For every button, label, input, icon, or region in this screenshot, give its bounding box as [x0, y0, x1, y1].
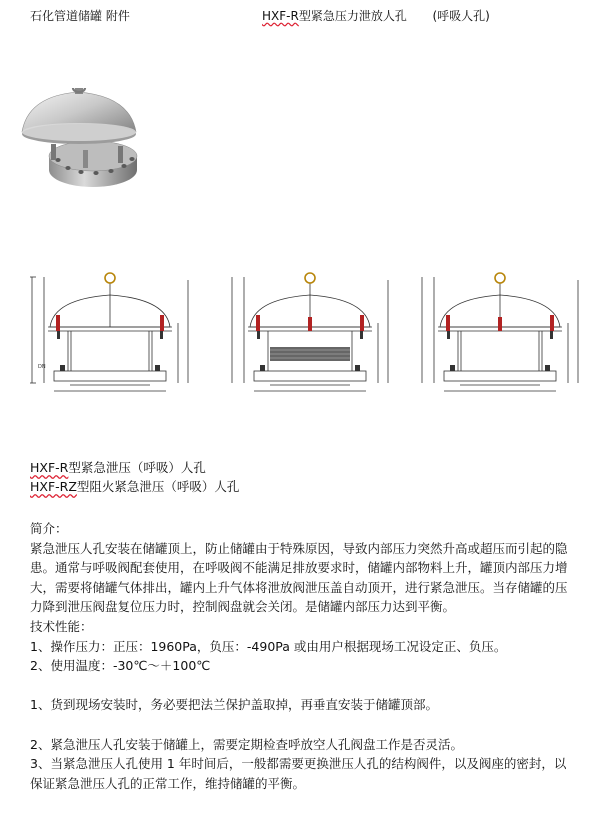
header-title-text: 型紧急压力泄放人孔: [298, 9, 407, 23]
header-subtitle: (呼吸人孔): [432, 9, 490, 23]
drawing-variant: [420, 265, 580, 400]
model-item: [30, 458, 239, 477]
intro-paragraph: 紧急泄压人孔安装在储罐顶上，防止储罐由于特殊原因，导致内部压力突然升高或超压而引起的隐患。通常与呼吸阀配套使用，在呼吸阀不能满足排放要求时，储罐内部物料上升，罐顶内部压力增大，需要将储罐气体排出，罐内上升气体将泄放阀泄压盖自动顶开，进行紧急泄压。当存储罐的压力降到泄压阀盘复位压力时，控制阀盘就会关闭。是储罐内部压力达到平衡。: [30, 540, 568, 615]
drawing-dn-label: DN: [38, 364, 46, 370]
header-title: [262, 8, 490, 24]
model-code: HXF-R: [30, 460, 69, 475]
model-code: HXF-RZ: [30, 479, 77, 494]
model-text: 型阻火紧急泄压（呼吸）人孔: [76, 479, 240, 494]
note-item: 2、紧急泄压人孔安装于储罐上，需要定期检查呼放空人孔阀盘工作是否灵活。: [30, 736, 463, 752]
performance-item: 2、使用温度：-30℃～＋100℃: [30, 658, 211, 674]
description: [30, 519, 578, 793]
note-item: 3、当紧急泄压人孔使用 1 年时间后，一般都需要更换泄压人孔的结构阀件，以及阀座的密封，以保证紧急泄压人孔的正常工作，维持储罐的平衡。: [30, 756, 567, 791]
model-list: [30, 458, 239, 496]
performance-heading: 技术性能：: [30, 618, 93, 634]
intro-heading: 简介：: [30, 521, 68, 536]
drawing-hxf-r: [30, 265, 190, 400]
header-model-code: HXF-R: [262, 9, 299, 23]
model-text: 型紧急泄压（呼吸）人孔: [68, 460, 206, 475]
drawing-hxf-rz: [230, 265, 390, 400]
header-category: 石化管道储罐 附件: [30, 9, 130, 23]
performance-item: 1、操作压力：正压：1960Pa，负压：-490Pa 或由用户根据现场工况设定正、负压。: [30, 638, 507, 654]
model-item: [30, 477, 239, 496]
manhole-product-photo: [18, 88, 148, 210]
note-item: 1、货到现场安装时，务必要把法兰保护盖取掉，再垂直安装于储罐顶部。: [30, 697, 438, 713]
